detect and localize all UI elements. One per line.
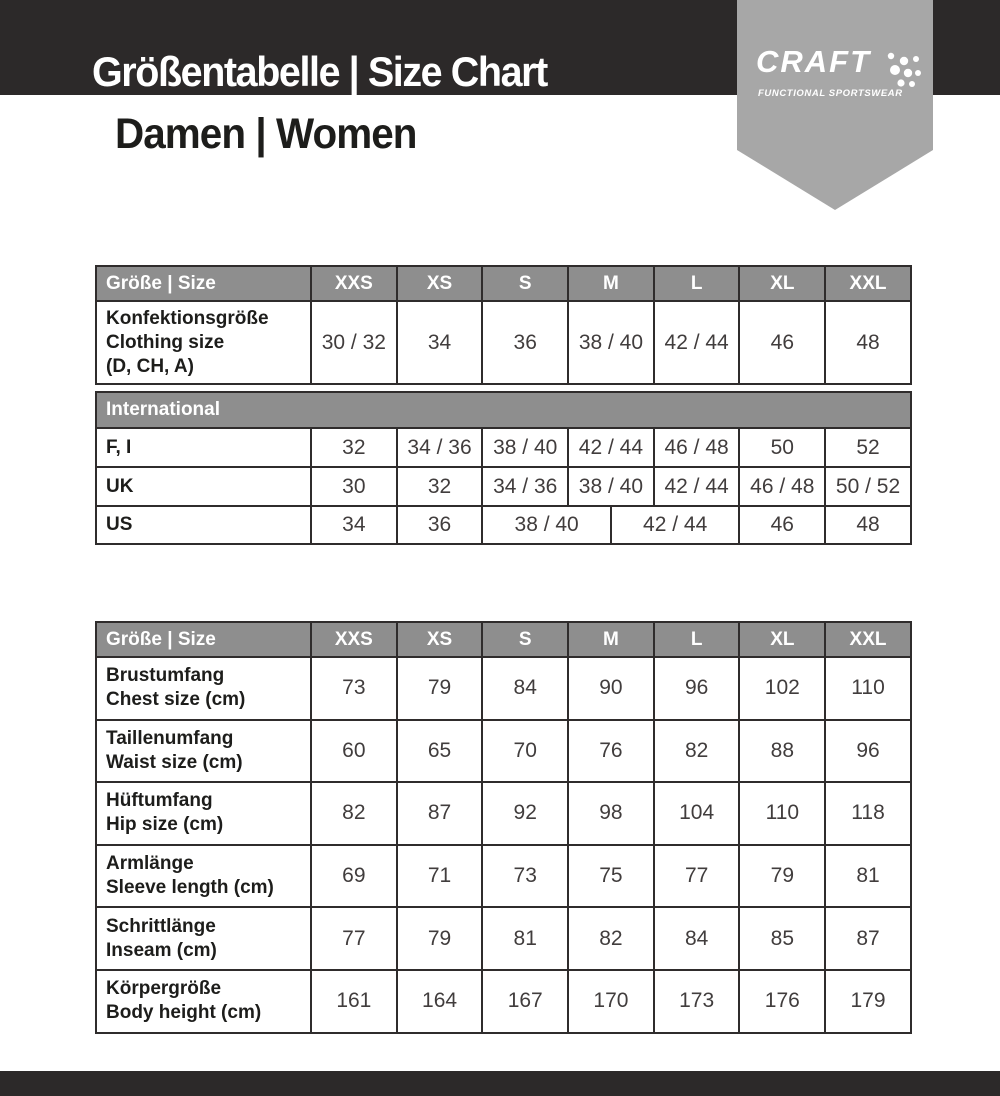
size-column-header-xl: XL [739,266,825,301]
size-value-cell: 30 [311,467,397,506]
row-label: US [96,506,311,544]
clothing-size-table [95,265,912,385]
size-value-cell: 81 [825,845,911,908]
international-band-row [96,392,911,428]
size-value-cell: 167 [482,970,568,1033]
size-value-cell: 84 [482,657,568,720]
row-label-line: Konfektionsgröße [106,307,269,329]
row-label [96,301,311,384]
pennant-shape-icon [737,0,933,210]
intl-row-fi [96,428,911,467]
size-value-cell: 87 [825,907,911,970]
size-value-cell: 38 / 40 [568,301,654,384]
size-column-header-s: S [482,622,568,657]
size-value-cell: 48 [825,301,911,384]
size-header-row [96,266,911,301]
size-value-cell: 88 [739,720,825,783]
size-value-cell: 110 [739,782,825,845]
brand-tagline: FUNCTIONAL SPORTSWEAR [758,88,903,99]
size-value-cell: 96 [654,657,740,720]
size-value-cell: 65 [397,720,483,783]
size-value-cell: 110 [825,657,911,720]
row-label [96,782,311,845]
size-value-cell: 34 [311,506,397,544]
size-value-cell: 90 [568,657,654,720]
row-label: UK [96,467,311,506]
size-column-header-xxs: XXS [311,266,397,301]
row-label [96,720,311,783]
size-value-cell: 70 [482,720,568,783]
size-value-cell: 77 [311,907,397,970]
size-value-cell: 46 [739,506,825,544]
size-column-header-l: L [654,266,740,301]
size-value-cell: 85 [739,907,825,970]
size-value-cell: 170 [568,970,654,1033]
row-label [96,907,311,970]
size-header-label: Größe | Size [96,266,311,301]
row-label-line: Hüftumfang [106,790,213,812]
size-value-cell: 42 / 44 [654,301,740,384]
size-value-cell: 71 [397,845,483,908]
size-value-cell: 82 [311,782,397,845]
footer-bar [0,1071,1000,1096]
row-label-line: Taillenumfang [106,727,234,749]
size-column-header-xs: XS [397,266,483,301]
size-value-cell: 69 [311,845,397,908]
size-value-cell: 36 [482,301,568,384]
row-label [96,970,311,1033]
size-value-cell: 46 / 48 [739,467,825,506]
size-value-cell: 42 / 44 [654,467,740,506]
size-column-header-xxs: XXS [311,622,397,657]
size-value-cell: 34 / 36 [397,428,483,467]
intl-row-uk [96,467,911,506]
size-value-cell: 34 [397,301,483,384]
size-value-cell: 60 [311,720,397,783]
measurement-row-height [96,970,911,1033]
row-label-line: Waist size (cm) [106,751,243,773]
size-value-cell: 82 [568,907,654,970]
size-value-cell: 84 [654,907,740,970]
row-label-line: Body height (cm) [106,1002,262,1024]
size-header-row [96,622,911,657]
row-label-line: (D, CH, A) [106,355,194,377]
size-value-cell: 30 / 32 [311,301,397,384]
measurement-row-hip [96,782,911,845]
row-label [96,845,311,908]
size-column-header-xxl: XXL [825,622,911,657]
size-value-cell: 42 / 44 [568,428,654,467]
craft-dots-icon [887,50,925,92]
size-value-cell: 46 [739,301,825,384]
clothing-size-row [96,301,911,384]
row-label-line: Körpergröße [106,978,222,1000]
size-value-cell: 82 [654,720,740,783]
size-value-cell: 50 [739,428,825,467]
size-value-cell: 34 / 36 [482,467,568,506]
row-label: F, I [96,428,311,467]
row-label-line: Inseam (cm) [106,939,217,961]
row-label-line: Sleeve length (cm) [106,877,274,899]
craft-logo: CRAFT [756,44,872,79]
size-value-cell: 50 / 52 [825,467,911,506]
page-title: Größentabelle | Size Chart [92,48,547,95]
size-value-cell: 81 [482,907,568,970]
size-value-cell: 42 / 44 [611,506,740,544]
size-value-cell: 79 [397,907,483,970]
international-size-table [95,391,912,545]
row-label-line: Hip size (cm) [106,814,224,836]
page-subtitle: Damen | Women [115,110,417,158]
measurement-row-inseam [96,907,911,970]
size-value-cell: 79 [397,657,483,720]
size-value-cell: 73 [311,657,397,720]
size-column-header-xxl: XXL [825,266,911,301]
size-column-header-m: M [568,266,654,301]
size-value-cell: 104 [654,782,740,845]
size-value-cell: 52 [825,428,911,467]
size-value-cell: 102 [739,657,825,720]
size-value-cell: 98 [568,782,654,845]
row-label [96,657,311,720]
size-column-header-xl: XL [739,622,825,657]
size-value-cell: 48 [825,506,911,544]
size-value-cell: 32 [397,467,483,506]
intl-row-us [96,506,911,544]
size-column-header-s: S [482,266,568,301]
size-value-cell: 32 [311,428,397,467]
size-value-cell: 38 / 40 [568,467,654,506]
international-band: International [96,392,911,428]
size-column-header-m: M [568,622,654,657]
size-column-header-l: L [654,622,740,657]
size-value-cell: 38 / 40 [482,506,611,544]
size-value-cell: 96 [825,720,911,783]
measurement-row-sleeve [96,845,911,908]
row-label-line: Schrittlänge [106,915,216,937]
brand-pennant [737,0,933,210]
measurement-row-waist [96,720,911,783]
measurement-row-chest [96,657,911,720]
size-value-cell: 77 [654,845,740,908]
size-value-cell: 164 [397,970,483,1033]
size-header-label: Größe | Size [96,622,311,657]
size-value-cell: 92 [482,782,568,845]
measurements-table [95,621,912,1034]
size-value-cell: 176 [739,970,825,1033]
size-value-cell: 75 [568,845,654,908]
size-value-cell: 76 [568,720,654,783]
size-value-cell: 73 [482,845,568,908]
size-value-cell: 46 / 48 [654,428,740,467]
size-value-cell: 179 [825,970,911,1033]
row-label-line: Brustumfang [106,665,225,687]
size-value-cell: 161 [311,970,397,1033]
size-value-cell: 79 [739,845,825,908]
size-value-cell: 36 [397,506,483,544]
size-value-cell: 173 [654,970,740,1033]
row-label-line: Clothing size [106,331,225,353]
size-value-cell: 118 [825,782,911,845]
row-label-line: Armlänge [106,853,194,875]
row-label-line: Chest size (cm) [106,689,246,711]
size-column-header-xs: XS [397,622,483,657]
size-value-cell: 38 / 40 [482,428,568,467]
size-value-cell: 87 [397,782,483,845]
